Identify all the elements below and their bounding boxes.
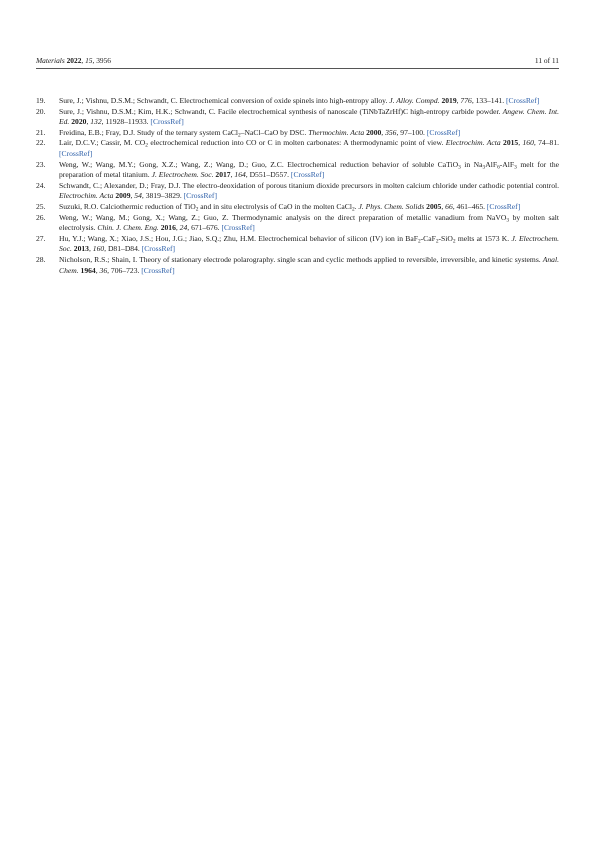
reference-number: 20. [36,106,46,116]
reference-text: -CaF [420,233,436,243]
crossref-link[interactable]: [CrossRef] [141,244,176,254]
crossref-link[interactable]: [CrossRef] [141,265,175,275]
journal-name: Materials [36,56,65,65]
reference-text: , 74–81. [533,138,560,148]
crossref-link[interactable]: [CrossRef] [183,191,217,201]
reference-text: Freidina, E.B.; Fray, D.J. Study of the ternary system CaCl [59,127,238,137]
chemical-subscript: 2 [238,132,241,139]
reference-italic: 66 [445,201,453,211]
chemical-subscript: 2 [351,206,355,213]
reference-text: Hu, Y.J.; Wang, X.; Xiao, J.S.; Hou, J.G.; Jiao, S.Q.; Zhu, H.M. Electrochemical behavior of silicon (IV) ion in BaF [59,233,418,243]
reference-italic: 776 [460,96,472,105]
reference-italic: J. Phys. Chem. Solids [358,201,425,211]
reference-italic: Anal. Chem. [59,254,559,275]
reference-text: , D81–D84. [104,244,142,254]
reference-year: 2020 [71,117,87,127]
reference-item [36,96,559,107]
reference-text: AlF [485,159,498,169]
reference-text: , [381,127,386,137]
crossref-link[interactable]: [CrossRef] [486,201,521,211]
reference-item [36,160,559,181]
reference-number: 23. [36,159,46,169]
reference-text: melts at 1573 K. [455,233,512,243]
crossref-link[interactable]: [CrossRef] [59,148,93,158]
reference-year: 2017 [215,170,231,180]
chemical-subscript: 3 [458,164,461,171]
chemical-subscript: 2 [195,206,199,213]
reference-text: and in situ electrolysis of CaO in the molten CaCl [198,201,352,211]
reference-item [36,107,559,128]
reference-text: , [95,265,100,275]
reference-number: 27. [36,233,46,243]
header-rule [36,68,559,69]
reference-italic: J. Alloy. Compd. [389,96,440,105]
reference-text: melt for the preparation of metal titanium. [59,159,559,180]
reference-text: -AlF [499,159,515,169]
reference-text: by molten salt electrolysis. [59,212,559,233]
reference-item [36,255,559,276]
reference-number: 19. [36,96,46,105]
reference-text: , 11928–11933. [101,117,151,127]
chemical-subscript: 2 [435,238,439,245]
chemical-subscript: 6 [497,164,500,171]
reference-item [36,181,559,202]
reference-italic: 132 [90,117,102,127]
page-header [36,55,559,67]
reference-text: , [175,223,180,233]
reference-text: Weng, W.; Wang, M.; Gong, X.; Wang, Z.; Guo, Z. Thermodynamic analysis on the direct preparation of metallic vanadium from NaVO [59,212,507,222]
reference-text: electrochemical reduction into CO or C in molten carbonates: A thermodynamic point of view. [148,138,446,148]
reference-italic: 356 [385,127,397,137]
reference-text: , [130,191,135,201]
chemical-subscript: 3 [506,217,510,224]
reference-year: 2009 [115,191,131,201]
reference-italic: 164 [234,170,246,180]
reference-text: –NaCl–CaO by DSC. [240,127,309,137]
reference-italic: 160 [92,244,105,254]
reference-year: 2000 [366,127,382,137]
reference-item [36,213,559,234]
reference-italic: J. Electrochem. Soc. [151,170,214,180]
reference-text: Weng, W.; Wang, M.Y.; Gong, X.Z.; Wang, Z.; Wang, D.; Guo, Z.C. Electrochemical reduction behavior of soluble CaTiO [59,159,459,169]
crossref-link[interactable]: [CrossRef] [426,127,461,137]
article-number: 3956 [96,56,111,65]
reference-year: 2016 [160,223,176,233]
reference-text: Nicholson, R.S.; Shain, I. Theory of stationary electrode polarography. single scan and cyclic methods applied to reversible, irreversible, and kinetic systems. [59,254,543,264]
reference-number: 26. [36,212,46,222]
reference-italic: 54 [134,191,142,201]
reference-italic: J. Electrochem. Soc. [59,233,559,254]
reference-year: 2005 [426,201,442,211]
reference-italic: Chin. J. Chem. Eng. [97,223,159,233]
crossref-link[interactable]: [CrossRef] [505,96,540,105]
reference-italic: Angew. Chem. Int. Ed. [59,106,559,127]
chemical-subscript: 2 [145,142,148,149]
chemical-subscript: 2 [417,238,421,245]
reference-year: 2019 [441,96,457,105]
journal-volume: 15 [85,56,93,65]
chemical-subscript: 2 [452,238,456,245]
reference-text: , [441,201,446,211]
crossref-link[interactable]: [CrossRef] [150,117,184,127]
crossref-link[interactable]: [CrossRef] [221,223,255,233]
reference-text: , 671–676. [187,223,222,233]
reference-number: 28. [36,254,46,264]
journal-year: 2022 [66,56,82,65]
reference-text: , [88,244,93,254]
reference-italic: Electrochim. Acta [445,138,501,148]
reference-text: , [86,117,91,127]
reference-item [36,202,559,213]
reference-text: , 3819–3829. [141,191,184,201]
reference-italic: 24 [179,223,188,233]
crossref-link[interactable]: [CrossRef] [290,170,325,180]
reference-number: 21. [36,127,46,137]
reference-number: 24. [36,180,46,190]
reference-italic: Thermochim. Acta [308,127,365,137]
reference-text: Schwandt, C.; Alexander, D.; Fray, D.J. The electro-deoxidation of porous titanium dioxide precursors in molten calcium chloride under cathodic potential control. [59,180,559,190]
reference-item [36,128,559,139]
chemical-subscript: 3 [482,164,486,171]
reference-year: 2015 [503,138,519,148]
reference-text: Lair, D.C.V.; Cassir, M. CO [59,138,146,148]
reference-text: Suzuki, R.O. Calciothermic reduction of TiO [59,201,196,211]
chemical-subscript: 3 [514,164,517,171]
reference-text: -SiO [438,233,453,243]
reference-item [36,138,559,159]
reference-number: 25. [36,201,46,211]
reference-year: 1964 [80,265,96,275]
reference-text: , 97–100. [396,127,427,137]
reference-text: . [354,201,359,211]
reference-italic: 36 [99,265,108,275]
reference-text: in Na [460,159,483,169]
reference-text: , 706–723. [107,265,142,275]
reference-text: , [230,170,235,180]
reference-italic: Electrochim. Acta [59,191,114,201]
reference-list [36,96,559,276]
reference-text: , 461–465. [452,201,487,211]
reference-text: , 133–141. [471,96,506,105]
reference-year: 2013 [73,244,89,254]
reference-text: Sure, J.; Vishnu, D.S.M.; Schwandt, C. Electrochemical conversion of oxide spinels into high-entropy alloy. [59,96,390,105]
reference-text: , [456,96,461,105]
reference-text: , D551–D557. [245,170,291,180]
reference-item [36,234,559,255]
reference-number: 22. [36,138,46,148]
reference-italic: 160 [522,138,534,148]
reference-text: , [518,138,523,148]
running-head: Materials 2022, 15, 3956 [36,56,111,65]
reference-text: Sure, J.; Vishnu, D.S.M.; Kim, H.K.; Schwandt, C. Facile electrochemical synthesis of nanoscale (TiNbTaZrHf)C high-entropy carbide powder. [59,106,503,116]
page-number: 11 of 11 [534,56,559,65]
